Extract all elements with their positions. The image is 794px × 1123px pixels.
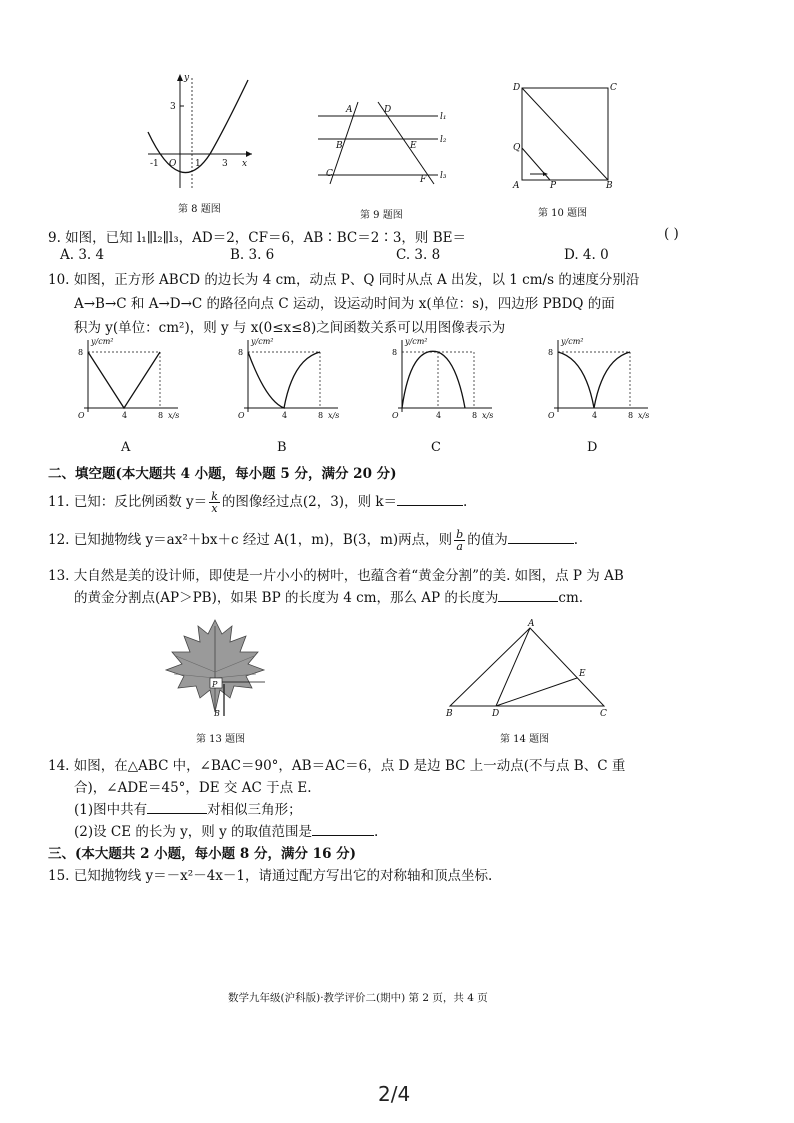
q14-line-1: 14. 如图，在△ABC 中，∠BAC＝90°，AB＝AC＝6，点 D 是边 BC 上一动点(不与点 B、C 重 bbox=[48, 758, 626, 774]
q12-post: 的值为 bbox=[467, 532, 508, 548]
q12-denominator: a bbox=[456, 540, 463, 553]
q10-d-y-8-label: 8 bbox=[548, 348, 554, 357]
q10-a-y-axis-label: y/cm² bbox=[91, 337, 114, 346]
q10-graph-a bbox=[74, 336, 184, 420]
q14-sub-1 bbox=[74, 798, 302, 818]
q10-option-d-label: D bbox=[587, 440, 598, 455]
q11-fraction bbox=[209, 491, 220, 514]
fig9-l1-label: l₁ bbox=[440, 112, 447, 122]
q9-option-d: D. 4. 0 bbox=[564, 247, 609, 263]
q13-line-2-text: 的黄金分割点(AP＞PB)，如果 BP 的长度为 4 cm，那么 AP 的长度为 bbox=[74, 590, 499, 606]
fig10-Q-label: Q bbox=[513, 143, 521, 153]
fig8-o-label: O bbox=[169, 159, 177, 169]
q10-c-curve bbox=[402, 351, 465, 408]
q10-graph-d bbox=[544, 336, 654, 420]
fig14-B-label: B bbox=[446, 709, 453, 719]
fig10-A-label: A bbox=[513, 181, 520, 191]
q10-b-x-axis-label: x/s bbox=[328, 411, 340, 420]
figure-14-caption: 第 14 题图 bbox=[500, 734, 550, 745]
q10-b-curve bbox=[248, 352, 320, 408]
fig13-P-label: P bbox=[212, 680, 218, 689]
q10-d-y-axis-label: y/cm² bbox=[561, 337, 584, 346]
fig8-3-label: 3 bbox=[170, 102, 176, 112]
q10-option-a-label: A bbox=[121, 440, 131, 455]
page-footer: 数学九年级(沪科版)·教学评价二(期中) 第 2 页，共 4 页 bbox=[228, 992, 488, 1004]
fig8-3x-label: 3 bbox=[222, 159, 228, 169]
section-2-heading: 二、填空题(本大题共 4 小题，每小题 5 分，满分 20 分) bbox=[48, 466, 397, 482]
q12-pre: 12. 已知抛物线 y＝ax²＋bx＋c 经过 A(1，m)，B(3，m)两点，则 bbox=[48, 532, 453, 548]
figure-8-caption: 第 8 题图 bbox=[178, 204, 221, 215]
q9-option-b: B. 3. 6 bbox=[230, 247, 275, 263]
q11-end: . bbox=[463, 494, 468, 510]
fig10-P-label: P bbox=[550, 181, 557, 191]
fig9-D-label: D bbox=[384, 105, 392, 115]
fig13-B-label: B bbox=[214, 709, 220, 718]
q12 bbox=[48, 528, 578, 552]
q10-c-y-axis-label: y/cm² bbox=[405, 337, 428, 346]
q13-answer-blank[interactable] bbox=[498, 589, 558, 602]
fig14-A-label: A bbox=[528, 619, 535, 629]
q11-denominator: x bbox=[211, 502, 218, 515]
q10-d-curve bbox=[558, 352, 630, 408]
q14-sub-2-post: . bbox=[374, 824, 379, 840]
q10-d-origin-label: O bbox=[548, 411, 555, 420]
fig9-E-label: E bbox=[410, 141, 417, 151]
q10-d-x-8-label: 8 bbox=[628, 411, 634, 420]
q9-stem: 9. 如图，已知 l₁∥l₂∥l₃，AD＝2，CF＝6，AB∶BC＝2∶3，则 BE＝ bbox=[48, 230, 466, 246]
q10-line-1: 10. 如图，正方形 ABCD 的边长为 4 cm，动点 P、Q 同时从点 A 出发，以 1 cm/s 的速度分别沿 bbox=[48, 272, 640, 288]
fig10-C-label: C bbox=[610, 83, 617, 93]
q10-a-y-8-label: 8 bbox=[78, 348, 84, 357]
figure-13-caption: 第 13 题图 bbox=[196, 734, 246, 745]
figure-10-square bbox=[510, 82, 620, 192]
fig9-F-label: F bbox=[420, 175, 427, 185]
q14-line-2: 合)，∠ADE＝45°，DE 交 AC 于点 E. bbox=[74, 780, 312, 796]
q9-option-a: A. 3. 4 bbox=[60, 247, 105, 263]
q13-line-1: 13. 大自然是美的设计师，即使是一片小小的树叶，也蕴含着“黄金分割”的美. 如图，点 P 为 AB bbox=[48, 568, 624, 584]
q10-graph-c bbox=[388, 336, 498, 420]
fig9-A-label: A bbox=[346, 105, 353, 115]
figure-10-caption: 第 10 题图 bbox=[538, 208, 588, 219]
figure-9-parallel-lines bbox=[316, 96, 456, 188]
fig8-y-label: y bbox=[184, 73, 190, 83]
q12-answer-blank[interactable] bbox=[508, 531, 574, 544]
fig10-B-label: B bbox=[606, 181, 613, 191]
q12-fraction bbox=[454, 529, 465, 552]
q10-a-curve bbox=[88, 352, 160, 408]
q14-sub-1-pre: (1)图中共有 bbox=[74, 802, 148, 818]
q11-post: 的图像经过点(2，3)，则 k＝ bbox=[221, 494, 398, 510]
figure-13-leaf bbox=[160, 612, 270, 722]
q10-a-x-4-label: 4 bbox=[122, 411, 128, 420]
fig14-D-label: D bbox=[492, 709, 500, 719]
q10-b-y-axis-label: y/cm² bbox=[251, 337, 274, 346]
q14-sub-2-pre: (2)设 CE 的长为 y，则 y 的取值范围是 bbox=[74, 824, 313, 840]
q10-c-x-axis-label: x/s bbox=[482, 411, 494, 420]
q11-pre: 11. 已知：反比例函数 y＝ bbox=[48, 494, 208, 510]
q10-b-x-8-label: 8 bbox=[318, 411, 324, 420]
fig8-neg1-label: -1 bbox=[150, 159, 159, 169]
q10-b-origin-label: O bbox=[238, 411, 245, 420]
q11 bbox=[48, 490, 467, 514]
q9-answer-bracket: ( ) bbox=[664, 226, 679, 242]
figure-8-graph bbox=[140, 70, 260, 190]
section-3-heading: 三、(本大题共 2 小题，每小题 8 分，满分 16 分) bbox=[48, 846, 357, 862]
q10-option-c-label: C bbox=[431, 440, 441, 455]
fig14-C-label: C bbox=[600, 709, 607, 719]
q10-c-x-4-label: 4 bbox=[436, 411, 442, 420]
q10-d-x-4-label: 4 bbox=[592, 411, 598, 420]
fig8-1-label: 1 bbox=[195, 159, 201, 169]
fig8-x-label: x bbox=[242, 159, 248, 169]
q11-numerator: k bbox=[211, 490, 218, 503]
q10-a-origin-label: O bbox=[78, 411, 85, 420]
fig9-l2-label: l₂ bbox=[440, 135, 447, 145]
q14-sub-1-post: 对相似三角形； bbox=[207, 802, 302, 818]
q10-b-y-8-label: 8 bbox=[238, 348, 244, 357]
q12-end: . bbox=[573, 532, 579, 548]
figure-9-caption: 第 9 题图 bbox=[360, 210, 403, 221]
page-indicator: 2/4 bbox=[378, 1082, 411, 1106]
q10-d-x-axis-label: x/s bbox=[638, 411, 650, 420]
q10-option-b-label: B bbox=[277, 440, 287, 455]
q12-numerator: b bbox=[456, 528, 464, 541]
fig10-D-label: D bbox=[513, 83, 521, 93]
q10-graph-b bbox=[234, 336, 344, 420]
q10-a-x-axis-label: x/s bbox=[168, 411, 180, 420]
q14-sub-1-blank[interactable] bbox=[147, 801, 207, 814]
fig9-B-label: B bbox=[336, 141, 343, 151]
q10-line-3: 积为 y(单位：cm²)，则 y 与 x(0≤x≤8)之间函数关系可以用图像表示为 bbox=[74, 320, 506, 336]
fig14-E-label: E bbox=[579, 669, 586, 679]
q11-answer-blank[interactable] bbox=[397, 493, 463, 506]
q10-b-x-4-label: 4 bbox=[282, 411, 288, 420]
q14-sub-2 bbox=[74, 820, 378, 840]
fig9-l3-label: l₃ bbox=[440, 171, 447, 181]
q10-a-x-8-label: 8 bbox=[158, 411, 164, 420]
q10-c-y-8-label: 8 bbox=[392, 348, 398, 357]
q10-line-2: A→B→C 和 A→D→C 的路径向点 C 运动，设运动时间为 x(单位：s)，四边形 PBDQ 的面 bbox=[74, 296, 615, 312]
fig9-C-label: C bbox=[326, 169, 333, 179]
q13-line-2 bbox=[74, 586, 583, 606]
q13-unit: cm. bbox=[558, 590, 584, 606]
q9-option-c: C. 3. 8 bbox=[396, 247, 441, 263]
q10-c-origin-label: O bbox=[392, 411, 399, 420]
q10-c-x-8-label: 8 bbox=[472, 411, 478, 420]
figure-14-triangle bbox=[440, 618, 620, 718]
q14-sub-2-blank[interactable] bbox=[312, 823, 374, 836]
q15: 15. 已知抛物线 y＝－x²－4x－1，请通过配方写出它的对称轴和顶点坐标. bbox=[48, 868, 493, 884]
